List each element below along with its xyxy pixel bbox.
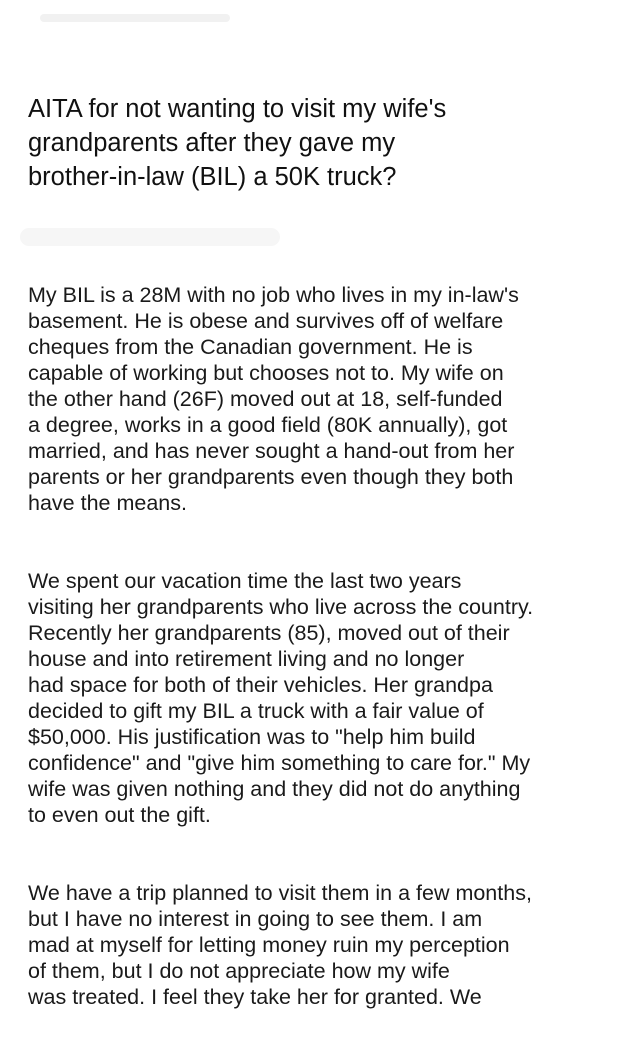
post-body [28, 282, 608, 1062]
faint-meta-placeholder [20, 228, 280, 246]
post-title: AITA for not wanting to visit my wife's grandparents after they gave my brother-in-law (BIL) a 50K truck? [28, 95, 447, 191]
post-paragraph-2: We spent our vacation time the last two years visiting her grandparents who live across the country. Recently her grandparents (85), moved out of their house and into retirement living and no longer had space for both of their vehicles. Her grandpa decided to gift my BIL a truck with a fair value of $50,000. His justification was to "help him build confidence" and "give him something to care for." My wife was given nothing and they did not do anything to even out the gift. [28, 569, 534, 827]
post-paragraph-1: My BIL is a 28M with no job who lives in my in-law's basement. He is obese and survives off of welfare cheques from the Canadian government. He is capable of working but chooses not to. My wife on the other hand (26F) moved out at 18, self-funded a degree, works in a good field (80K annually), got married, and has never sought a hand-out from her parents or her grandparents even though they both have the means. [28, 283, 519, 515]
faint-header-placeholder [40, 14, 230, 22]
post-paragraph-3: We have a trip planned to visit them in a few months, but I have no interest in going to see them. I am mad at myself for letting money ruin my perception of them, but I do not appreciate how my wife was treated. I feel they take her for granted. We [28, 881, 532, 1009]
